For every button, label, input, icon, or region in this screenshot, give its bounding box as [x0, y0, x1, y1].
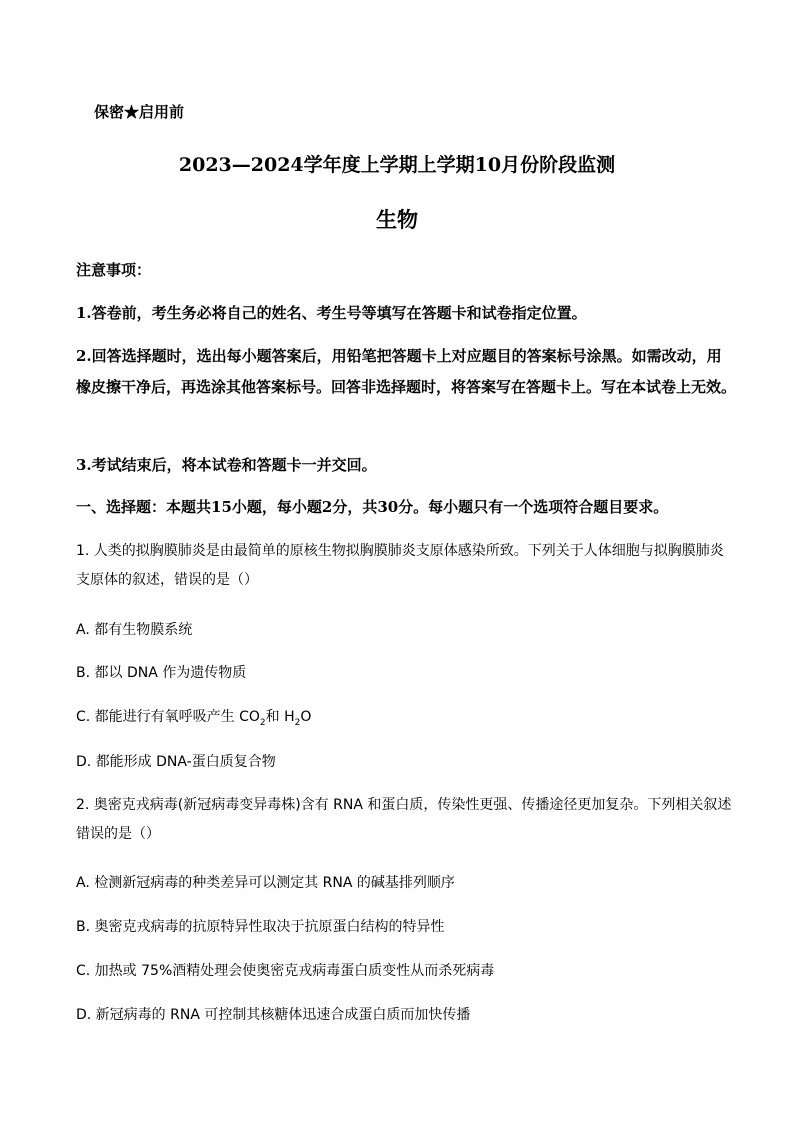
notice-heading: 注意事项：: [76, 261, 152, 279]
question-2-option-c: C. 加热或 75%酒精处理会使奥密克戎病毒蛋白质变性从而杀死病毒: [76, 963, 495, 979]
subject-title: 生物: [376, 207, 418, 232]
question-2-stem: 2. 奥密克戎病毒(新冠病毒变异毒株)含有 RNA 和蛋白质，传染性更强、传播途径更加复杂。下列相关叙述错误的是（）: [76, 797, 732, 842]
exam-title: 2023—2024学年度上学期上学期10月份阶段监测: [178, 154, 616, 176]
question-1-stem: 1. 人类的拟胸膜肺炎是由最简单的原核生物拟胸膜肺炎支原体感染所致。下列关于人体细胞与拟胸膜肺炎支原体的叙述，错误的是（）: [76, 543, 724, 588]
section-heading: 一、选择题：本题共15小题，每小题2分，共30分。每小题只有一个选项符合题目要求。: [76, 498, 669, 516]
question-2-option-a: A. 检测新冠病毒的种类差异可以测定其 RNA 的碱基排列顺序: [76, 875, 455, 891]
question-2-option-d: D. 新冠病毒的 RNA 可控制其核糖体迅速合成蛋白质而加快传播: [76, 1007, 471, 1023]
question-1-option-a: A. 都有生物膜系统: [76, 622, 193, 638]
question-1-option-b: B. 都以 DNA 作为遗传物质: [76, 665, 247, 681]
question-1-option-d: D. 都能形成 DNA-蛋白质复合物: [76, 754, 276, 770]
notice-item-1: 1.答卷前，考生务必将自己的姓名、考生号等填写在答题卡和试卷指定位置。: [76, 304, 587, 322]
question-2-option-b: B. 奥密克戎病毒的抗原特异性取决于抗原蛋白结构的特异性: [76, 919, 445, 935]
question-1-option-c: C. 都能进行有氧呼吸产生 $CO_2$和 $H_2O$: [76, 709, 312, 728]
notice-item-2: 2.回答选择题时，选出每小题答案后，用铅笔把答题卡上对应题目的答案标号涂黑。如需改动，用橡皮擦干净后，再选涂其他答案标号。回答非选择题时，将答案写在答题卡上。写在本试卷上无效。: [76, 347, 737, 396]
confidential-label: 保密★启用前: [94, 103, 185, 121]
notice-item-3: 3.考试结束后，将本试卷和答题卡一并交回。: [76, 456, 377, 474]
